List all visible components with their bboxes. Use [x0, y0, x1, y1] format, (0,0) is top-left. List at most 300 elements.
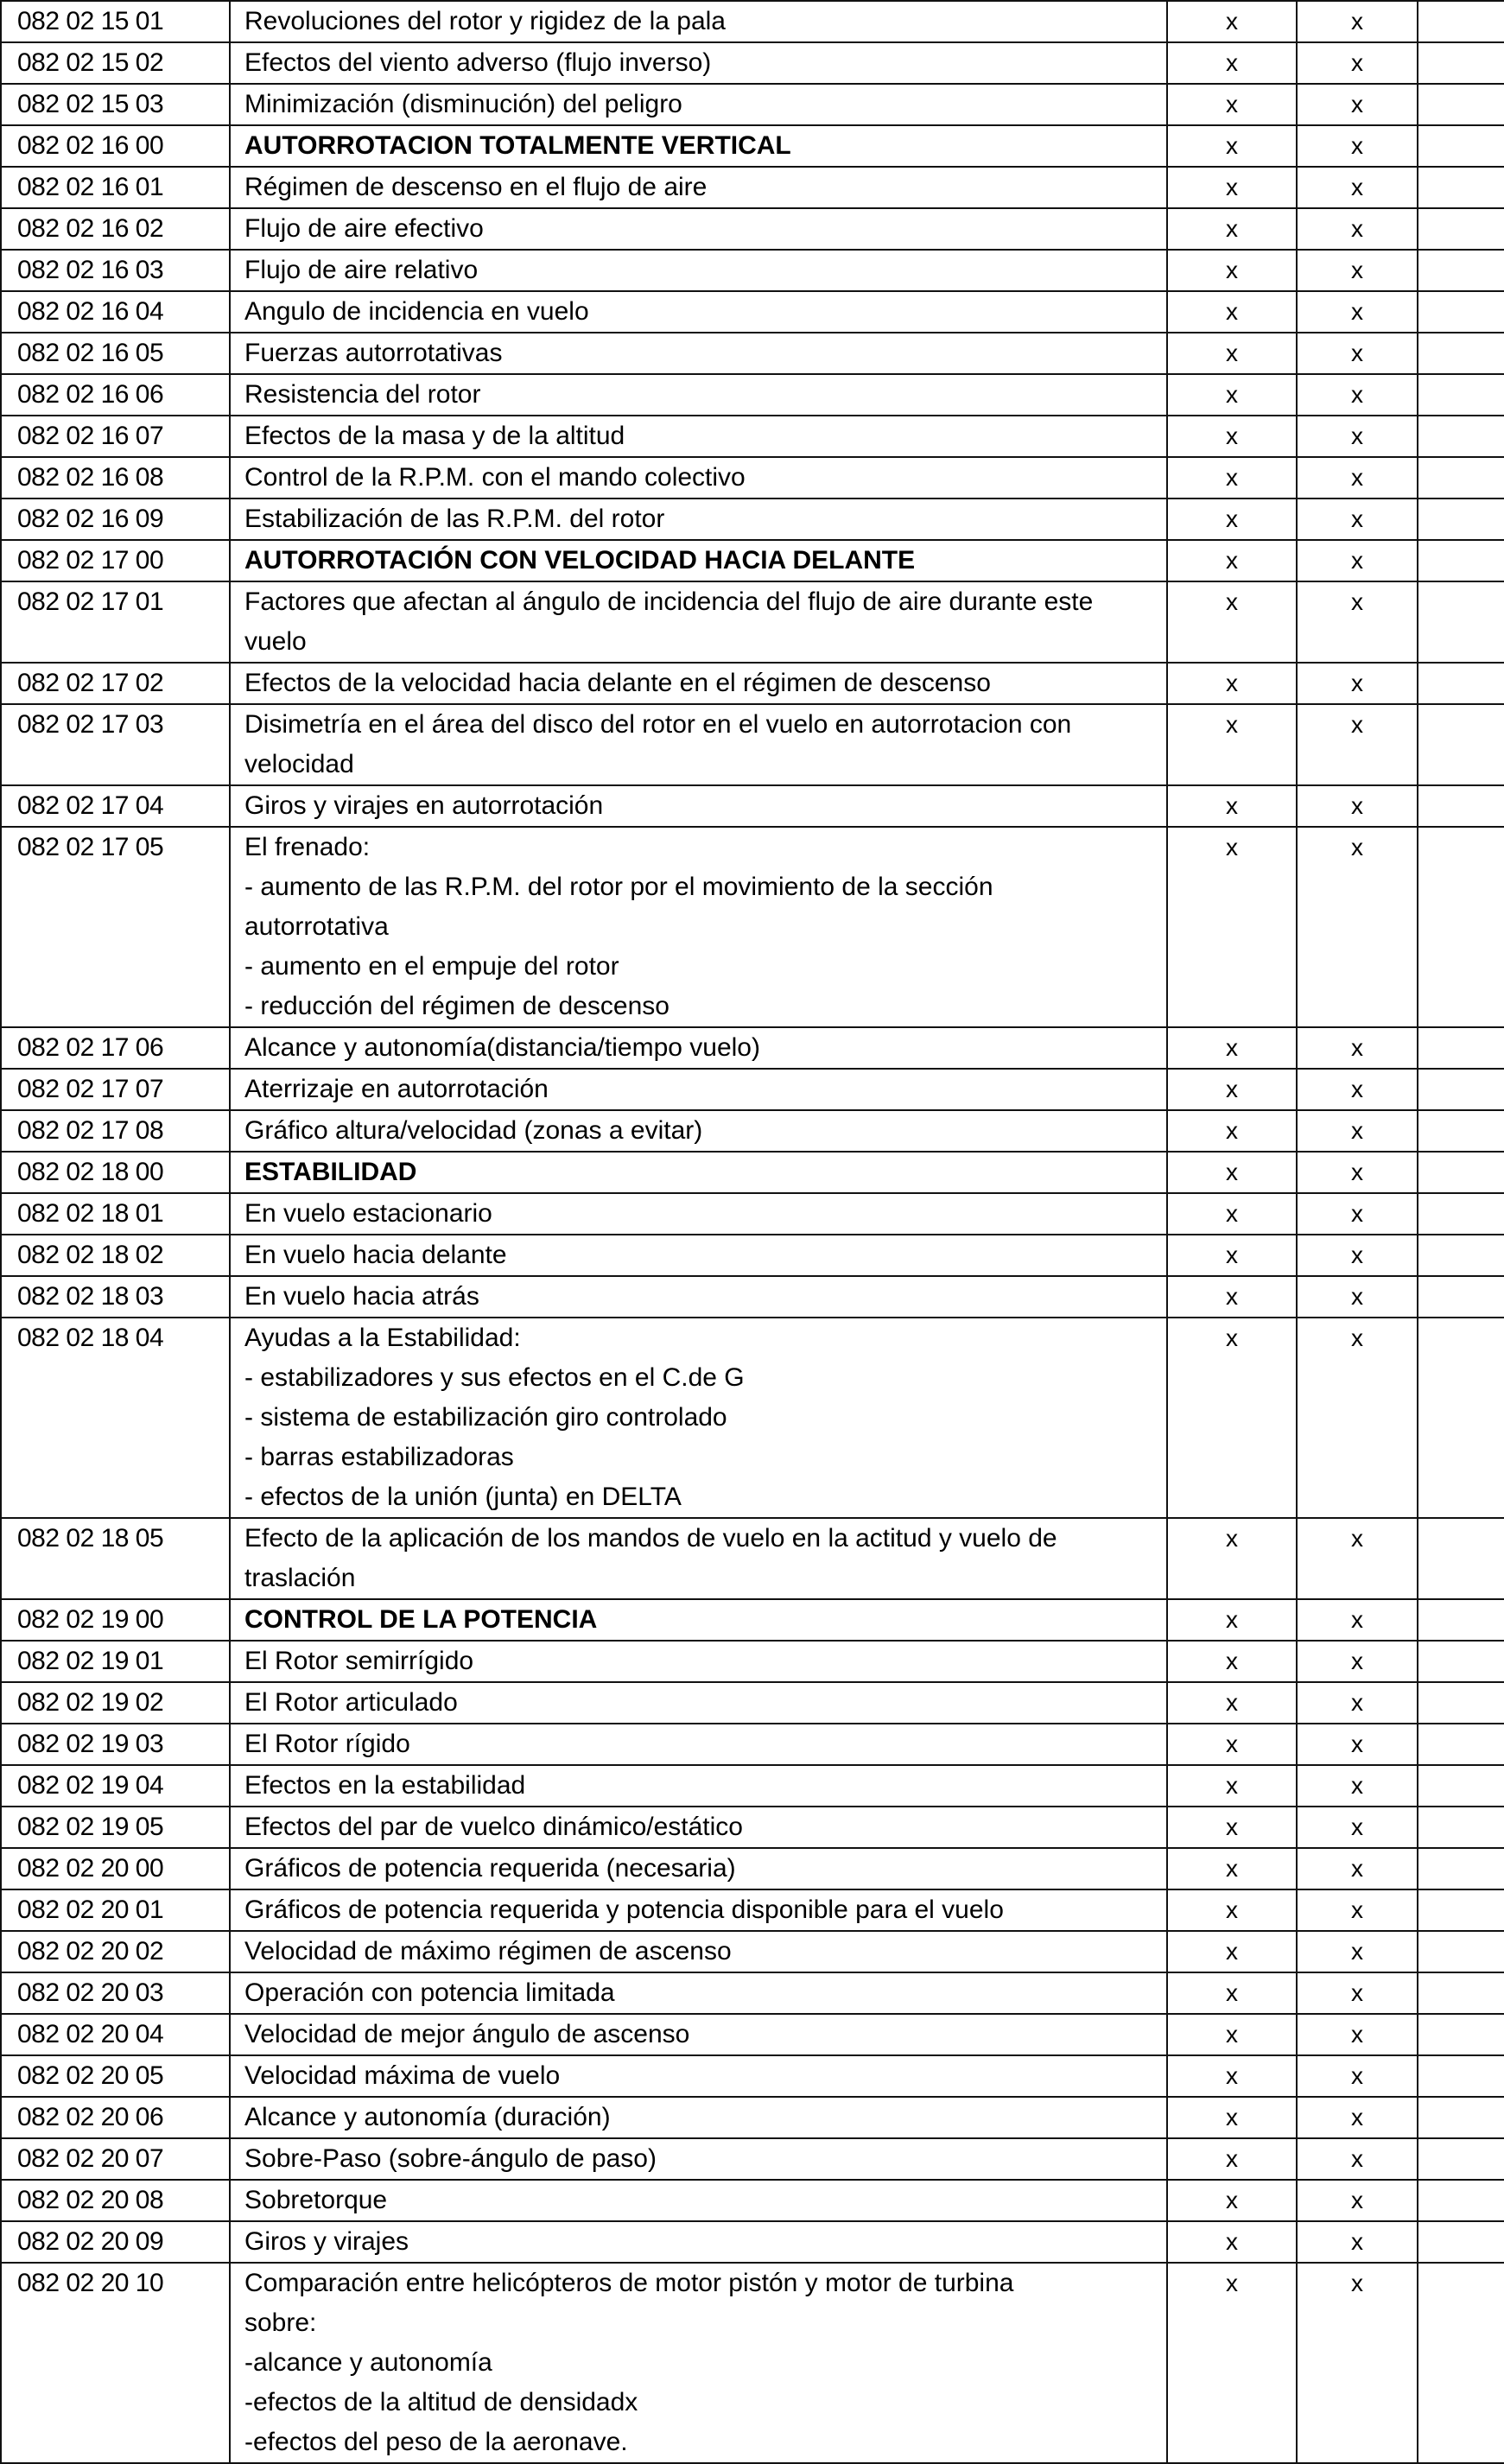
empty-column-cell — [1418, 581, 1504, 663]
table-row — [1, 374, 1504, 416]
description-line: Régimen de descenso en el flujo de aire — [244, 173, 708, 201]
item-code: 082 02 20 05 — [1, 2055, 230, 2097]
applicability-mark-2: x — [1297, 1152, 1418, 1193]
empty-column-cell — [1418, 291, 1504, 333]
item-description — [230, 1807, 1167, 1848]
table-row — [1, 1889, 1504, 1931]
table-row — [1, 785, 1504, 827]
table-row — [1, 250, 1504, 291]
applicability-mark-2: x — [1297, 374, 1418, 416]
item-code: 082 02 15 03 — [1, 84, 230, 125]
empty-column-cell — [1418, 785, 1504, 827]
description-line: - reducción del régimen de descenso — [244, 992, 670, 1020]
table-row — [1, 2180, 1504, 2221]
item-code: 082 02 16 02 — [1, 208, 230, 250]
empty-column-cell — [1418, 1931, 1504, 1972]
applicability-mark-2: x — [1297, 1682, 1418, 1724]
applicability-mark-2: x — [1297, 250, 1418, 291]
applicability-mark-2: x — [1297, 1110, 1418, 1152]
table-row — [1, 704, 1504, 785]
table-row — [1, 2221, 1504, 2263]
item-description — [230, 2055, 1167, 2097]
item-code: 082 02 17 08 — [1, 1110, 230, 1152]
item-code: 082 02 20 08 — [1, 2180, 230, 2221]
item-description — [230, 1235, 1167, 1276]
applicability-mark-2: x — [1297, 827, 1418, 1027]
applicability-mark-1: x — [1167, 2138, 1297, 2180]
applicability-mark-1: x — [1167, 374, 1297, 416]
item-code: 082 02 17 01 — [1, 581, 230, 663]
description-line: - aumento en el empuje del rotor — [244, 952, 619, 981]
empty-column-cell — [1418, 499, 1504, 540]
empty-column-cell — [1418, 125, 1504, 167]
item-code: 082 02 15 01 — [1, 1, 230, 42]
empty-column-cell — [1418, 540, 1504, 581]
applicability-mark-1: x — [1167, 333, 1297, 374]
empty-column-cell — [1418, 1765, 1504, 1807]
item-description — [230, 1931, 1167, 1972]
empty-column-cell — [1418, 1724, 1504, 1765]
item-description — [230, 1724, 1167, 1765]
description-line: Disimetría en el área del disco del rotor en el vuelo en autorrotacion con — [244, 710, 1072, 739]
description-line: Flujo de aire relativo — [244, 256, 479, 284]
applicability-mark-2: x — [1297, 1931, 1418, 1972]
description-line: traslación — [244, 1564, 356, 1592]
item-description — [230, 1, 1167, 42]
empty-column-cell — [1418, 416, 1504, 457]
table-row — [1, 663, 1504, 704]
applicability-mark-2: x — [1297, 1641, 1418, 1682]
empty-column-cell — [1418, 1518, 1504, 1599]
applicability-mark-2: x — [1297, 499, 1418, 540]
table-row — [1, 1724, 1504, 1765]
empty-column-cell — [1418, 827, 1504, 1027]
applicability-mark-2: x — [1297, 457, 1418, 499]
item-code: 082 02 18 04 — [1, 1318, 230, 1518]
applicability-mark-1: x — [1167, 1518, 1297, 1599]
description-line: Velocidad de máximo régimen de ascenso — [244, 1937, 732, 1965]
empty-column-cell — [1418, 2014, 1504, 2055]
description-line: Efecto de la aplicación de los mandos de vuelo en la actitud y vuelo de — [244, 1524, 1057, 1553]
table-row — [1, 1765, 1504, 1807]
applicability-mark-1: x — [1167, 499, 1297, 540]
item-description — [230, 1318, 1167, 1518]
description-line: Flujo de aire efectivo — [244, 214, 484, 243]
table-row — [1, 1931, 1504, 1972]
applicability-mark-1: x — [1167, 827, 1297, 1027]
applicability-mark-1: x — [1167, 291, 1297, 333]
applicability-mark-1: x — [1167, 1765, 1297, 1807]
description-line: Control de la R.P.M. con el mando colectivo — [244, 463, 746, 492]
item-description — [230, 2180, 1167, 2221]
empty-column-cell — [1418, 374, 1504, 416]
applicability-mark-1: x — [1167, 2180, 1297, 2221]
item-code: 082 02 17 07 — [1, 1069, 230, 1110]
item-description — [230, 42, 1167, 84]
applicability-mark-2: x — [1297, 1069, 1418, 1110]
applicability-mark-1: x — [1167, 1235, 1297, 1276]
item-description — [230, 1765, 1167, 1807]
applicability-mark-1: x — [1167, 1318, 1297, 1518]
empty-column-cell — [1418, 1848, 1504, 1889]
item-code: 082 02 20 00 — [1, 1848, 230, 1889]
table-row — [1, 1276, 1504, 1318]
table-row — [1, 2055, 1504, 2097]
description-line: El Rotor articulado — [244, 1688, 458, 1717]
empty-column-cell — [1418, 250, 1504, 291]
description-line: Gráfico altura/velocidad (zonas a evitar) — [244, 1116, 703, 1145]
table-row — [1, 581, 1504, 663]
applicability-mark-2: x — [1297, 84, 1418, 125]
item-code: 082 02 17 06 — [1, 1027, 230, 1069]
syllabus-table-body — [1, 1, 1504, 2463]
item-description — [230, 1848, 1167, 1889]
applicability-mark-2: x — [1297, 2014, 1418, 2055]
applicability-mark-2: x — [1297, 1276, 1418, 1318]
applicability-mark-1: x — [1167, 1972, 1297, 2014]
item-description — [230, 2014, 1167, 2055]
empty-column-cell — [1418, 704, 1504, 785]
description-line: - aumento de las R.P.M. del rotor por el movimiento de la sección — [244, 873, 993, 901]
item-description — [230, 785, 1167, 827]
applicability-mark-1: x — [1167, 2097, 1297, 2138]
item-description — [230, 581, 1167, 663]
table-row — [1, 1807, 1504, 1848]
empty-column-cell — [1418, 42, 1504, 84]
item-code: 082 02 18 01 — [1, 1193, 230, 1235]
item-code: 082 02 16 09 — [1, 499, 230, 540]
empty-column-cell — [1418, 1972, 1504, 2014]
applicability-mark-2: x — [1297, 125, 1418, 167]
section-heading — [230, 125, 1167, 167]
applicability-mark-2: x — [1297, 2180, 1418, 2221]
applicability-mark-2: x — [1297, 704, 1418, 785]
empty-column-cell — [1418, 663, 1504, 704]
item-code: 082 02 17 04 — [1, 785, 230, 827]
table-row — [1, 1, 1504, 42]
description-line: - efectos de la unión (junta) en DELTA — [244, 1483, 682, 1511]
description-line: Efectos del viento adverso (flujo inverso) — [244, 48, 712, 77]
description-line: Gráficos de potencia requerida (necesaria) — [244, 1854, 736, 1883]
item-code: 082 02 17 05 — [1, 827, 230, 1027]
applicability-mark-1: x — [1167, 84, 1297, 125]
description-line: - sistema de estabilización giro controlado — [244, 1403, 727, 1432]
applicability-mark-1: x — [1167, 1807, 1297, 1848]
item-description — [230, 1682, 1167, 1724]
item-code: 082 02 19 04 — [1, 1765, 230, 1807]
table-row — [1, 457, 1504, 499]
item-description — [230, 291, 1167, 333]
applicability-mark-1: x — [1167, 1, 1297, 42]
description-line: Angulo de incidencia en vuelo — [244, 297, 589, 326]
applicability-mark-1: x — [1167, 1110, 1297, 1152]
applicability-mark-2: x — [1297, 1848, 1418, 1889]
empty-column-cell — [1418, 1069, 1504, 1110]
empty-column-cell — [1418, 1027, 1504, 1069]
applicability-mark-2: x — [1297, 42, 1418, 84]
table-row — [1, 1027, 1504, 1069]
description-line: Efectos en la estabilidad — [244, 1771, 526, 1800]
table-row — [1, 1682, 1504, 1724]
item-code: 082 02 19 02 — [1, 1682, 230, 1724]
item-code: 082 02 15 02 — [1, 42, 230, 84]
description-line: Giros y virajes — [244, 2227, 409, 2256]
item-code: 082 02 18 02 — [1, 1235, 230, 1276]
table-row — [1, 416, 1504, 457]
applicability-mark-2: x — [1297, 2263, 1418, 2463]
empty-column-cell — [1418, 1682, 1504, 1724]
item-code: 082 02 17 03 — [1, 704, 230, 785]
table-row — [1, 1318, 1504, 1518]
description-line: Alcance y autonomía(distancia/tiempo vuelo) — [244, 1033, 760, 1062]
item-code: 082 02 20 09 — [1, 2221, 230, 2263]
applicability-mark-1: x — [1167, 1889, 1297, 1931]
description-line: Fuerzas autorrotativas — [244, 339, 503, 367]
empty-column-cell — [1418, 1110, 1504, 1152]
item-code: 082 02 20 01 — [1, 1889, 230, 1931]
table-row — [1, 1193, 1504, 1235]
applicability-mark-1: x — [1167, 785, 1297, 827]
applicability-mark-1: x — [1167, 250, 1297, 291]
description-line: Efectos del par de vuelco dinámico/estático — [244, 1813, 743, 1841]
applicability-mark-2: x — [1297, 291, 1418, 333]
description-line: Gráficos de potencia requerida y potencia disponible para el vuelo — [244, 1896, 1004, 1924]
item-description — [230, 1972, 1167, 2014]
description-line: El frenado: — [244, 833, 371, 861]
description-line: sobre: — [244, 2308, 317, 2337]
item-description — [230, 1276, 1167, 1318]
empty-column-cell — [1418, 1, 1504, 42]
description-line: velocidad — [244, 750, 354, 778]
table-row — [1, 125, 1504, 167]
description-line: Efectos de la masa y de la altitud — [244, 422, 625, 450]
applicability-mark-1: x — [1167, 1848, 1297, 1889]
item-description — [230, 1027, 1167, 1069]
item-description — [230, 416, 1167, 457]
item-description — [230, 1518, 1167, 1599]
table-row — [1, 1848, 1504, 1889]
description-line: Estabilización de las R.P.M. del rotor — [244, 505, 665, 533]
applicability-mark-1: x — [1167, 1599, 1297, 1641]
description-line: Minimización (disminución) del peligro — [244, 90, 682, 118]
description-line: Velocidad máxima de vuelo — [244, 2061, 561, 2090]
description-line: Sobretorque — [244, 2186, 388, 2214]
description-line: Revoluciones del rotor y rigidez de la pala — [244, 7, 726, 35]
table-row — [1, 2014, 1504, 2055]
applicability-mark-2: x — [1297, 540, 1418, 581]
table-row — [1, 1972, 1504, 2014]
empty-column-cell — [1418, 1235, 1504, 1276]
applicability-mark-1: x — [1167, 1724, 1297, 1765]
item-code: 082 02 20 04 — [1, 2014, 230, 2055]
description-line: Comparación entre helicópteros de motor pistón y motor de turbina — [244, 2269, 1014, 2297]
applicability-mark-2: x — [1297, 1, 1418, 42]
item-code: 082 02 16 00 — [1, 125, 230, 167]
applicability-mark-1: x — [1167, 663, 1297, 704]
item-code: 082 02 16 07 — [1, 416, 230, 457]
applicability-mark-1: x — [1167, 1193, 1297, 1235]
item-code: 082 02 18 00 — [1, 1152, 230, 1193]
item-description — [230, 167, 1167, 208]
applicability-mark-2: x — [1297, 1318, 1418, 1518]
table-row — [1, 2263, 1504, 2463]
empty-column-cell — [1418, 1641, 1504, 1682]
applicability-mark-2: x — [1297, 1972, 1418, 2014]
item-code: 082 02 19 03 — [1, 1724, 230, 1765]
applicability-mark-2: x — [1297, 2097, 1418, 2138]
empty-column-cell — [1418, 1276, 1504, 1318]
applicability-mark-2: x — [1297, 333, 1418, 374]
item-description — [230, 2221, 1167, 2263]
applicability-mark-2: x — [1297, 1193, 1418, 1235]
applicability-mark-2: x — [1297, 785, 1418, 827]
applicability-mark-1: x — [1167, 704, 1297, 785]
empty-column-cell — [1418, 333, 1504, 374]
applicability-mark-1: x — [1167, 2014, 1297, 2055]
applicability-mark-2: x — [1297, 581, 1418, 663]
item-description — [230, 208, 1167, 250]
description-line: En vuelo hacia atrás — [244, 1282, 479, 1311]
applicability-mark-2: x — [1297, 2138, 1418, 2180]
empty-column-cell — [1418, 2097, 1504, 2138]
description-line: Alcance y autonomía (duración) — [244, 2103, 611, 2131]
table-row — [1, 1235, 1504, 1276]
table-row — [1, 2138, 1504, 2180]
applicability-mark-1: x — [1167, 2055, 1297, 2097]
item-code: 082 02 17 00 — [1, 540, 230, 581]
table-row — [1, 84, 1504, 125]
applicability-mark-2: x — [1297, 1027, 1418, 1069]
applicability-mark-2: x — [1297, 2221, 1418, 2263]
description-line: Sobre-Paso (sobre-ángulo de paso) — [244, 2144, 657, 2173]
item-description — [230, 333, 1167, 374]
item-code: 082 02 16 01 — [1, 167, 230, 208]
applicability-mark-1: x — [1167, 1027, 1297, 1069]
item-code: 082 02 16 04 — [1, 291, 230, 333]
description-line: Factores que afectan al ángulo de incidencia del flujo de aire durante este — [244, 587, 1094, 616]
applicability-mark-2: x — [1297, 416, 1418, 457]
item-code: 082 02 20 06 — [1, 2097, 230, 2138]
item-description — [230, 84, 1167, 125]
table-row — [1, 827, 1504, 1027]
table-row — [1, 540, 1504, 581]
item-description — [230, 704, 1167, 785]
item-description — [230, 250, 1167, 291]
applicability-mark-1: x — [1167, 1931, 1297, 1972]
applicability-mark-2: x — [1297, 1889, 1418, 1931]
item-code: 082 02 17 02 — [1, 663, 230, 704]
applicability-mark-2: x — [1297, 167, 1418, 208]
description-line: Resistencia del rotor — [244, 380, 481, 409]
item-description — [230, 1069, 1167, 1110]
item-description — [230, 1641, 1167, 1682]
applicability-mark-1: x — [1167, 208, 1297, 250]
table-row — [1, 499, 1504, 540]
applicability-mark-2: x — [1297, 1724, 1418, 1765]
applicability-mark-2: x — [1297, 1765, 1418, 1807]
item-description — [230, 1110, 1167, 1152]
applicability-mark-1: x — [1167, 1641, 1297, 1682]
empty-column-cell — [1418, 1318, 1504, 1518]
applicability-mark-1: x — [1167, 42, 1297, 84]
table-row — [1, 208, 1504, 250]
empty-column-cell — [1418, 1889, 1504, 1931]
description-line: -efectos de la altitud de densidadx — [244, 2388, 638, 2416]
empty-column-cell — [1418, 208, 1504, 250]
item-code: 082 02 16 05 — [1, 333, 230, 374]
applicability-mark-1: x — [1167, 1682, 1297, 1724]
item-description — [230, 499, 1167, 540]
description-line: El Rotor rígido — [244, 1730, 410, 1758]
description-line: Operación con potencia limitada — [244, 1978, 615, 2007]
description-line: En vuelo hacia delante — [244, 1241, 507, 1269]
applicability-mark-1: x — [1167, 581, 1297, 663]
item-description — [230, 827, 1167, 1027]
section-heading — [230, 1599, 1167, 1641]
item-code: 082 02 20 10 — [1, 2263, 230, 2463]
description-line: AUTORROTACION TOTALMENTE VERTICAL — [244, 131, 791, 160]
applicability-mark-1: x — [1167, 1069, 1297, 1110]
applicability-mark-1: x — [1167, 2263, 1297, 2463]
table-row — [1, 1599, 1504, 1641]
item-code: 082 02 20 02 — [1, 1931, 230, 1972]
table-row — [1, 2097, 1504, 2138]
item-code: 082 02 19 00 — [1, 1599, 230, 1641]
item-code: 082 02 20 03 — [1, 1972, 230, 2014]
item-code: 082 02 19 05 — [1, 1807, 230, 1848]
applicability-mark-1: x — [1167, 540, 1297, 581]
table-row — [1, 167, 1504, 208]
table-row — [1, 1069, 1504, 1110]
table-row — [1, 333, 1504, 374]
item-code: 082 02 18 05 — [1, 1518, 230, 1599]
item-description — [230, 1889, 1167, 1931]
applicability-mark-2: x — [1297, 2055, 1418, 2097]
item-description — [230, 1193, 1167, 1235]
description-line: El Rotor semirrígido — [244, 1647, 474, 1675]
applicability-mark-1: x — [1167, 1152, 1297, 1193]
empty-column-cell — [1418, 2221, 1504, 2263]
section-heading — [230, 1152, 1167, 1193]
empty-column-cell — [1418, 2180, 1504, 2221]
item-code: 082 02 16 03 — [1, 250, 230, 291]
item-description — [230, 2097, 1167, 2138]
applicability-mark-1: x — [1167, 457, 1297, 499]
item-code: 082 02 16 08 — [1, 457, 230, 499]
empty-column-cell — [1418, 167, 1504, 208]
description-line: Efectos de la velocidad hacia delante en el régimen de descenso — [244, 669, 991, 697]
description-line: Velocidad de mejor ángulo de ascenso — [244, 2020, 690, 2048]
table-row — [1, 1110, 1504, 1152]
item-code: 082 02 16 06 — [1, 374, 230, 416]
item-description — [230, 457, 1167, 499]
description-line: AUTORROTACIÓN CON VELOCIDAD HACIA DELANTE — [244, 546, 916, 575]
empty-column-cell — [1418, 1807, 1504, 1848]
applicability-mark-2: x — [1297, 1807, 1418, 1848]
description-line: Giros y virajes en autorrotación — [244, 791, 604, 820]
applicability-mark-2: x — [1297, 1599, 1418, 1641]
description-line: ESTABILIDAD — [244, 1158, 417, 1186]
empty-column-cell — [1418, 2055, 1504, 2097]
item-code: 082 02 20 07 — [1, 2138, 230, 2180]
description-line: autorrotativa — [244, 912, 389, 941]
empty-column-cell — [1418, 1599, 1504, 1641]
table-row — [1, 1152, 1504, 1193]
description-line: CONTROL DE LA POTENCIA — [244, 1605, 598, 1634]
applicability-mark-1: x — [1167, 416, 1297, 457]
description-line: -alcance y autonomía — [244, 2348, 492, 2377]
empty-column-cell — [1418, 1193, 1504, 1235]
